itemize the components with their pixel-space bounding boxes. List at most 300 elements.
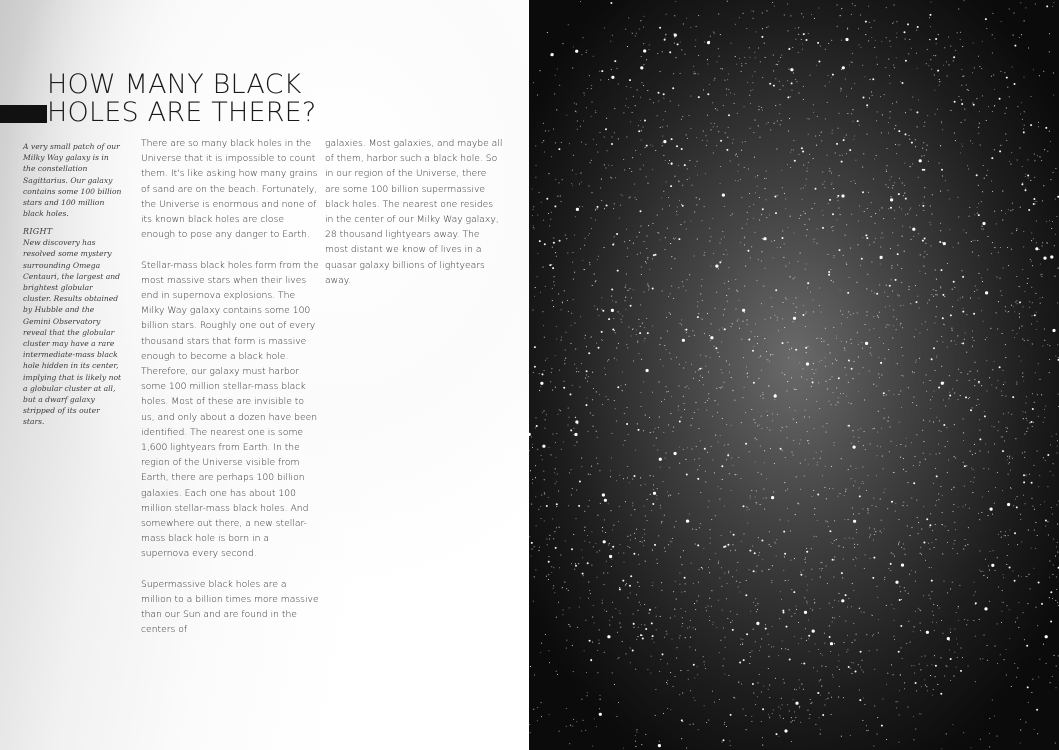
- star: [871, 27, 872, 28]
- star: [765, 57, 766, 58]
- star: [841, 458, 842, 459]
- star: [788, 580, 789, 581]
- star: [851, 662, 852, 663]
- star: [589, 640, 591, 642]
- star: [844, 137, 845, 138]
- star: [867, 274, 868, 275]
- star: [968, 527, 969, 528]
- star: [902, 226, 903, 227]
- star: [812, 610, 813, 611]
- star: [735, 56, 736, 57]
- star: [829, 168, 830, 169]
- star: [919, 205, 920, 206]
- star: [660, 71, 661, 72]
- star: [886, 739, 887, 740]
- star: [1006, 77, 1008, 79]
- star: [867, 475, 868, 476]
- star: [764, 178, 765, 179]
- star: [814, 373, 815, 374]
- star: [1020, 519, 1021, 520]
- star: [1053, 475, 1054, 476]
- star: [802, 199, 803, 200]
- star: [662, 290, 663, 291]
- star: [859, 689, 860, 690]
- star: [898, 394, 899, 395]
- star: [687, 628, 688, 629]
- star: [807, 431, 808, 432]
- star: [1027, 420, 1028, 421]
- star: [820, 562, 821, 563]
- star: [696, 446, 697, 447]
- star: [988, 565, 989, 566]
- star: [992, 242, 993, 243]
- star: [890, 207, 892, 209]
- star: [1026, 576, 1027, 577]
- star: [807, 287, 808, 288]
- star: [595, 280, 596, 281]
- star: [1012, 458, 1013, 459]
- star: [618, 343, 619, 344]
- star: [736, 290, 737, 291]
- star: [864, 568, 865, 569]
- star: [1027, 159, 1028, 160]
- star: [680, 323, 681, 324]
- star: [630, 592, 631, 593]
- star: [979, 438, 981, 440]
- star: [889, 75, 890, 76]
- star: [791, 90, 792, 91]
- star: [943, 424, 945, 426]
- star: [575, 216, 576, 217]
- star: [541, 716, 542, 717]
- star: [781, 698, 782, 699]
- star: [554, 531, 555, 532]
- star: [1023, 474, 1025, 476]
- star: [935, 55, 936, 56]
- star: [960, 297, 961, 298]
- star: [586, 672, 587, 673]
- star: [749, 95, 750, 96]
- star: [957, 32, 958, 33]
- star: [1039, 659, 1040, 660]
- star: [530, 732, 531, 733]
- star: [848, 311, 849, 312]
- star: [887, 508, 888, 509]
- star: [901, 564, 904, 567]
- star: [702, 300, 703, 301]
- star: [596, 431, 597, 432]
- star: [602, 527, 603, 528]
- star: [719, 652, 720, 653]
- star: [905, 471, 906, 472]
- star: [656, 629, 657, 630]
- star: [640, 97, 641, 98]
- star: [972, 143, 973, 144]
- star: [550, 454, 551, 455]
- star: [913, 716, 914, 717]
- star: [866, 311, 867, 312]
- star: [766, 27, 767, 28]
- star: [597, 515, 598, 516]
- star: [668, 296, 669, 297]
- star: [899, 144, 900, 145]
- star: [735, 180, 736, 181]
- star: [769, 716, 770, 717]
- star: [1031, 233, 1032, 234]
- star: [965, 504, 966, 505]
- star: [803, 187, 804, 188]
- star: [1005, 344, 1006, 345]
- star: [913, 236, 914, 237]
- star: [784, 243, 785, 244]
- star: [693, 724, 694, 725]
- star: [972, 454, 973, 455]
- star: [635, 735, 636, 736]
- star: [876, 650, 877, 651]
- star: [729, 473, 730, 474]
- star: [576, 104, 577, 105]
- star: [930, 1, 931, 2]
- star: [1009, 462, 1010, 463]
- star: [624, 300, 625, 301]
- star: [884, 488, 885, 489]
- star: [1055, 556, 1056, 557]
- star: [726, 149, 728, 151]
- star: [591, 85, 592, 86]
- star: [808, 638, 809, 639]
- star: [1007, 555, 1008, 556]
- star: [892, 291, 893, 292]
- star: [1012, 209, 1013, 210]
- star: [916, 215, 917, 216]
- star: [935, 665, 937, 667]
- star: [556, 527, 557, 528]
- star: [789, 609, 790, 610]
- star: [816, 536, 817, 537]
- star: [862, 720, 863, 721]
- star: [723, 314, 724, 315]
- star: [884, 358, 885, 359]
- star: [716, 627, 717, 628]
- star: [1023, 612, 1024, 613]
- star: [1056, 504, 1057, 505]
- star: [889, 179, 890, 180]
- star: [572, 170, 573, 171]
- star: [797, 261, 798, 262]
- star: [669, 312, 670, 313]
- star: [833, 257, 834, 258]
- star: [881, 725, 883, 727]
- star: [778, 706, 779, 707]
- star: [832, 621, 833, 622]
- star: [796, 389, 797, 390]
- star: [867, 134, 868, 135]
- star: [795, 410, 796, 411]
- star: [821, 132, 822, 133]
- star: [969, 216, 970, 217]
- star: [793, 149, 794, 150]
- star: [978, 381, 980, 383]
- star: [587, 535, 588, 536]
- star: [563, 609, 564, 610]
- star: [667, 684, 668, 685]
- star: [1055, 355, 1056, 356]
- star: [728, 89, 729, 90]
- star: [866, 490, 867, 491]
- star: [626, 344, 627, 345]
- star: [770, 297, 771, 298]
- star: [1016, 333, 1017, 334]
- star: [1002, 590, 1003, 591]
- star: [1005, 311, 1006, 312]
- star: [799, 687, 800, 688]
- star: [711, 323, 712, 324]
- star: [655, 607, 656, 608]
- star: [963, 75, 964, 76]
- star: [1022, 376, 1023, 377]
- star: [904, 587, 905, 588]
- star: [647, 90, 648, 91]
- star: [1027, 175, 1029, 177]
- star: [767, 634, 768, 635]
- star: [923, 441, 924, 442]
- star: [863, 671, 864, 672]
- star: [902, 236, 903, 237]
- star: [787, 508, 788, 509]
- star: [961, 270, 962, 271]
- star: [814, 514, 815, 515]
- star: [695, 402, 696, 403]
- star: [732, 213, 733, 214]
- star: [898, 714, 899, 715]
- star: [557, 414, 558, 415]
- star: [1043, 457, 1044, 458]
- star: [966, 314, 967, 315]
- star: [756, 490, 757, 491]
- star: [946, 666, 947, 667]
- star: [963, 229, 964, 230]
- star: [889, 451, 890, 452]
- star: [881, 532, 882, 533]
- star: [822, 227, 824, 229]
- star: [827, 75, 828, 76]
- star: [977, 399, 978, 400]
- star: [972, 407, 973, 408]
- star: [1004, 72, 1005, 73]
- star: [821, 140, 822, 141]
- star: [780, 57, 781, 58]
- star: [597, 309, 598, 310]
- star: [849, 277, 850, 278]
- star: [643, 545, 644, 546]
- star: [532, 189, 533, 190]
- star: [586, 397, 587, 398]
- star: [841, 40, 842, 41]
- star: [635, 746, 636, 747]
- star: [751, 650, 752, 651]
- star: [921, 323, 922, 324]
- star: [1016, 300, 1017, 301]
- star: [957, 399, 958, 400]
- star: [862, 191, 864, 193]
- star: [976, 174, 978, 176]
- star: [862, 167, 863, 168]
- star: [860, 14, 861, 15]
- star: [974, 291, 975, 292]
- star: [636, 329, 637, 330]
- star: [769, 717, 770, 718]
- star: [712, 691, 713, 692]
- star: [1046, 221, 1047, 222]
- star: [840, 393, 841, 394]
- star: [630, 535, 631, 536]
- star: [947, 190, 948, 191]
- star: [939, 420, 940, 421]
- star: [849, 65, 850, 66]
- star: [629, 585, 631, 587]
- star: [595, 112, 596, 113]
- star: [891, 604, 892, 605]
- star: [687, 179, 688, 180]
- star: [756, 503, 757, 504]
- star: [673, 686, 674, 687]
- star: [876, 293, 878, 295]
- star: [680, 557, 681, 558]
- star: [915, 611, 916, 612]
- star: [1018, 627, 1019, 628]
- star: [1001, 391, 1002, 392]
- star: [936, 417, 937, 418]
- star: [575, 111, 576, 112]
- star: [666, 14, 667, 15]
- star: [877, 432, 878, 433]
- star: [883, 392, 885, 394]
- star: [908, 289, 909, 290]
- star: [813, 490, 814, 491]
- star: [602, 530, 603, 531]
- star: [627, 477, 628, 478]
- star: [694, 677, 695, 678]
- star: [806, 399, 807, 400]
- star: [657, 53, 658, 54]
- star: [1034, 729, 1035, 730]
- star: [891, 552, 892, 553]
- star: [901, 547, 902, 548]
- star: [971, 241, 972, 242]
- star: [687, 168, 688, 169]
- star: [794, 558, 795, 559]
- star: [563, 387, 565, 389]
- star: [695, 543, 696, 544]
- star: [1050, 471, 1051, 472]
- star: [578, 371, 579, 372]
- star: [749, 569, 750, 570]
- star: [584, 511, 585, 512]
- star: [625, 501, 626, 502]
- star: [712, 102, 713, 103]
- star: [584, 95, 585, 96]
- star: [586, 50, 587, 51]
- star: [705, 402, 706, 403]
- star: [673, 591, 674, 592]
- star: [795, 39, 796, 40]
- star: [874, 242, 875, 243]
- star: [918, 522, 919, 523]
- star: [961, 143, 962, 144]
- star: [997, 663, 998, 664]
- star: [817, 464, 818, 465]
- star: [1045, 520, 1047, 522]
- star: [1052, 172, 1053, 173]
- star: [943, 581, 944, 582]
- star: [916, 360, 917, 361]
- star: [946, 733, 947, 734]
- star: [611, 178, 612, 179]
- star: [758, 378, 759, 379]
- star: [695, 650, 696, 651]
- star: [1004, 659, 1005, 660]
- star: [742, 639, 743, 640]
- star: [584, 530, 585, 531]
- star: [750, 128, 751, 129]
- star: [640, 20, 641, 21]
- star: [773, 70, 774, 71]
- star: [762, 559, 763, 560]
- star: [757, 696, 758, 697]
- star: [899, 541, 900, 542]
- star: [568, 590, 569, 591]
- star: [531, 555, 532, 556]
- star: [852, 62, 853, 63]
- star: [782, 372, 783, 373]
- star: [1022, 306, 1023, 307]
- star: [768, 569, 769, 570]
- star: [892, 187, 893, 188]
- star: [879, 312, 880, 313]
- star: [750, 331, 751, 332]
- star: [894, 182, 895, 183]
- star: [723, 627, 724, 628]
- star: [726, 295, 727, 296]
- star: [989, 746, 990, 747]
- star: [581, 458, 582, 459]
- star: [940, 223, 941, 224]
- star: [551, 368, 552, 369]
- star: [929, 567, 930, 568]
- star: [917, 296, 918, 297]
- star: [716, 61, 717, 62]
- star: [985, 18, 987, 20]
- star: [759, 219, 760, 220]
- star: [786, 426, 787, 427]
- star: [658, 427, 659, 428]
- star: [776, 539, 777, 540]
- star: [851, 606, 852, 607]
- star: [640, 226, 641, 227]
- star: [873, 540, 874, 541]
- star: [652, 585, 653, 586]
- star: [979, 404, 980, 405]
- star: [670, 672, 671, 673]
- star: [964, 339, 965, 340]
- star: [737, 614, 738, 615]
- star: [888, 122, 889, 123]
- star: [935, 269, 936, 270]
- star: [697, 316, 699, 318]
- star: [853, 514, 854, 515]
- star: [541, 455, 542, 456]
- star: [991, 384, 992, 385]
